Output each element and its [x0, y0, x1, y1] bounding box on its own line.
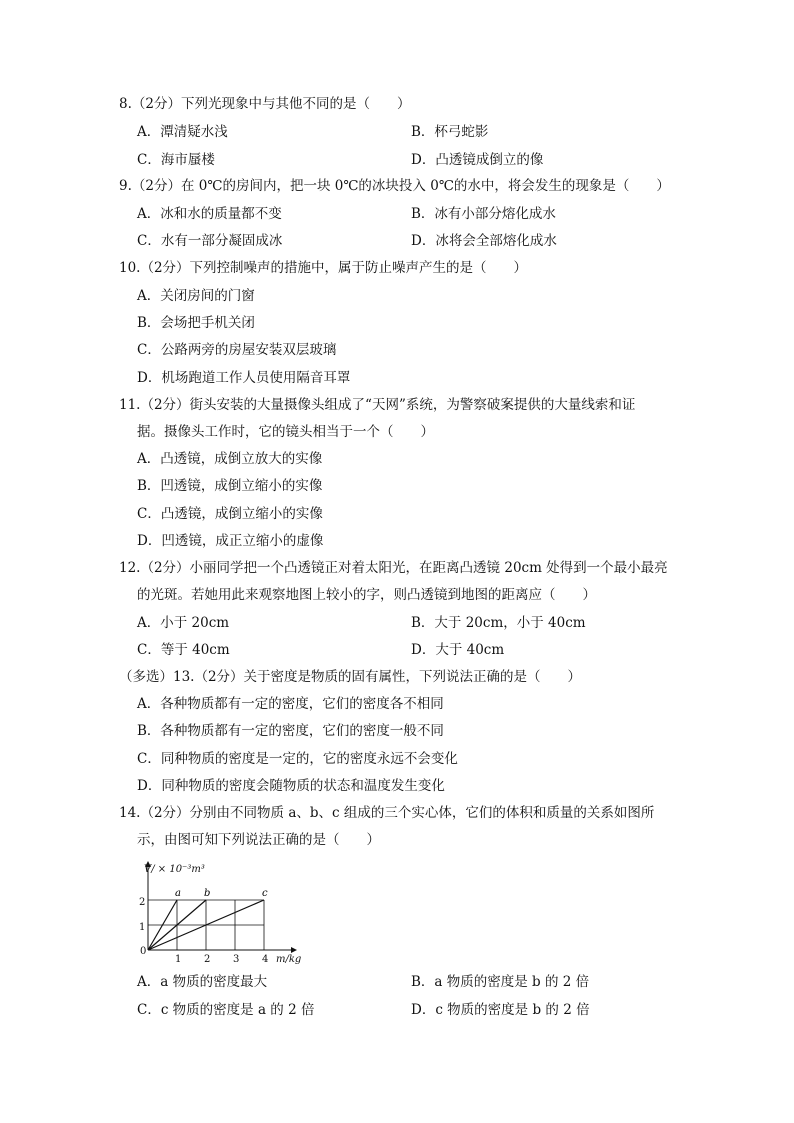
- q13-option-b: B．各种物质都有一定的密度，它们的密度一般不同: [137, 723, 444, 739]
- q13-option-a: A．各种物质都有一定的密度，它们的密度各不相同: [137, 696, 444, 712]
- series-label-a: a: [175, 888, 181, 899]
- question-8-stem: 8.（2分）下列光现象中与其他不同的是（ ）: [119, 96, 411, 112]
- q8-option-b: B．杯弓蛇影: [411, 124, 489, 140]
- q14-option-d: D．c 物质的密度是 b 的 2 倍: [411, 1002, 590, 1018]
- series-label-b: b: [204, 888, 211, 899]
- question-14-stem-line2: 示，由图可知下列说法正确的是（ ）: [137, 832, 380, 848]
- q13-option-c: C．同种物质的密度是一定的，它的密度永远不会变化: [137, 751, 458, 767]
- series-label-c: c: [262, 888, 268, 899]
- q10-option-d: D．机场跑道工作人员使用隔音耳罩: [137, 370, 351, 386]
- q14-option-c: C．c 物质的密度是 a 的 2 倍: [137, 1002, 315, 1018]
- q12-option-c: C．等于 40cm: [137, 642, 230, 658]
- q9-option-a: A．冰和水的质量都不变: [137, 206, 282, 222]
- y-tick-label: 1: [139, 922, 146, 933]
- q10-option-a: A．关闭房间的门窗: [137, 288, 255, 304]
- volume-mass-graph: [136, 858, 302, 968]
- question-9-stem: 9.（2分）在 0℃的房间内，把一块 0℃的冰块投入 0℃的水中，将会发生的现象是（ ）: [119, 178, 670, 194]
- q9-option-c: C．水有一部分凝固成冰: [137, 233, 283, 249]
- x-tick-label: 1: [175, 954, 182, 965]
- x-tick-label: 3: [233, 954, 240, 965]
- q14-option-b: B．a 物质的密度是 b 的 2 倍: [411, 974, 590, 990]
- q10-option-b: B．会场把手机关闭: [137, 315, 255, 331]
- graph-lines: [148, 888, 268, 950]
- q11-option-c: C．凸透镜，成倒立缩小的实像: [137, 506, 323, 522]
- question-12-stem-line1: 12.（2分）小丽同学把一个凸透镜正对着太阳光，在距离凸透镜 20cm 处得到一个最小最亮: [119, 560, 668, 576]
- q9-option-d: D．冰将会全部熔化成水: [411, 233, 557, 249]
- q12-option-a: A．小于 20cm: [137, 615, 230, 631]
- q13-option-d: D．同种物质的密度会随物质的状态和温度发生变化: [137, 778, 445, 794]
- q14-option-a: A．a 物质的密度最大: [137, 974, 268, 990]
- q11-option-b: B．凹透镜，成倒立缩小的实像: [137, 478, 323, 494]
- q9-option-b: B．冰有小部分熔化成水: [411, 206, 556, 222]
- question-14-stem-line1: 14.（2分）分别由不同物质 a、b、c 组成的三个实心体，它们的体积和质量的关系如图所: [119, 805, 655, 821]
- y-tick-label: 2: [139, 897, 146, 908]
- q12-option-d: D．大于 40cm: [411, 642, 505, 658]
- question-11-stem-line1: 11.（2分）街头安装的大量摄像头组成了“天网”系统，为警察破案提供的大量线索和证: [119, 397, 636, 413]
- x-tick-label: 4: [262, 954, 269, 965]
- q8-option-c: C．海市蜃楼: [137, 152, 215, 168]
- q11-option-a: A．凸透镜，成倒立放大的实像: [137, 451, 323, 467]
- question-11-stem-line2: 据。摄像头工作时，它的镜头相当于一个（ ）: [137, 424, 434, 440]
- x-tick-label: 2: [204, 954, 211, 965]
- x-axis-label: m/kg: [276, 954, 302, 965]
- origin-label: 0: [140, 946, 147, 957]
- q8-option-a: A．潭清疑水浅: [137, 124, 228, 140]
- question-10-stem: 10.（2分）下列控制噪声的措施中，属于防止噪声产生的是（ ）: [119, 260, 528, 276]
- q10-option-c: C．公路两旁的房屋安装双层玻璃: [137, 342, 337, 358]
- question-13-stem: （多选）13.（2分）关于密度是物质的固有属性，下列说法正确的是（ ）: [119, 669, 582, 685]
- q12-option-b: B．大于 20cm，小于 40cm: [411, 615, 586, 631]
- y-axis-label: V/ × 10⁻³m³: [144, 864, 205, 875]
- q8-option-d: D．凸透镜成倒立的像: [411, 152, 544, 168]
- q11-option-d: D．凹透镜，成正立缩小的虚像: [137, 533, 324, 549]
- question-12-stem-line2: 的光斑。若她用此来观察地图上较小的字，则凸透镜到地图的距离应（ ）: [137, 587, 596, 603]
